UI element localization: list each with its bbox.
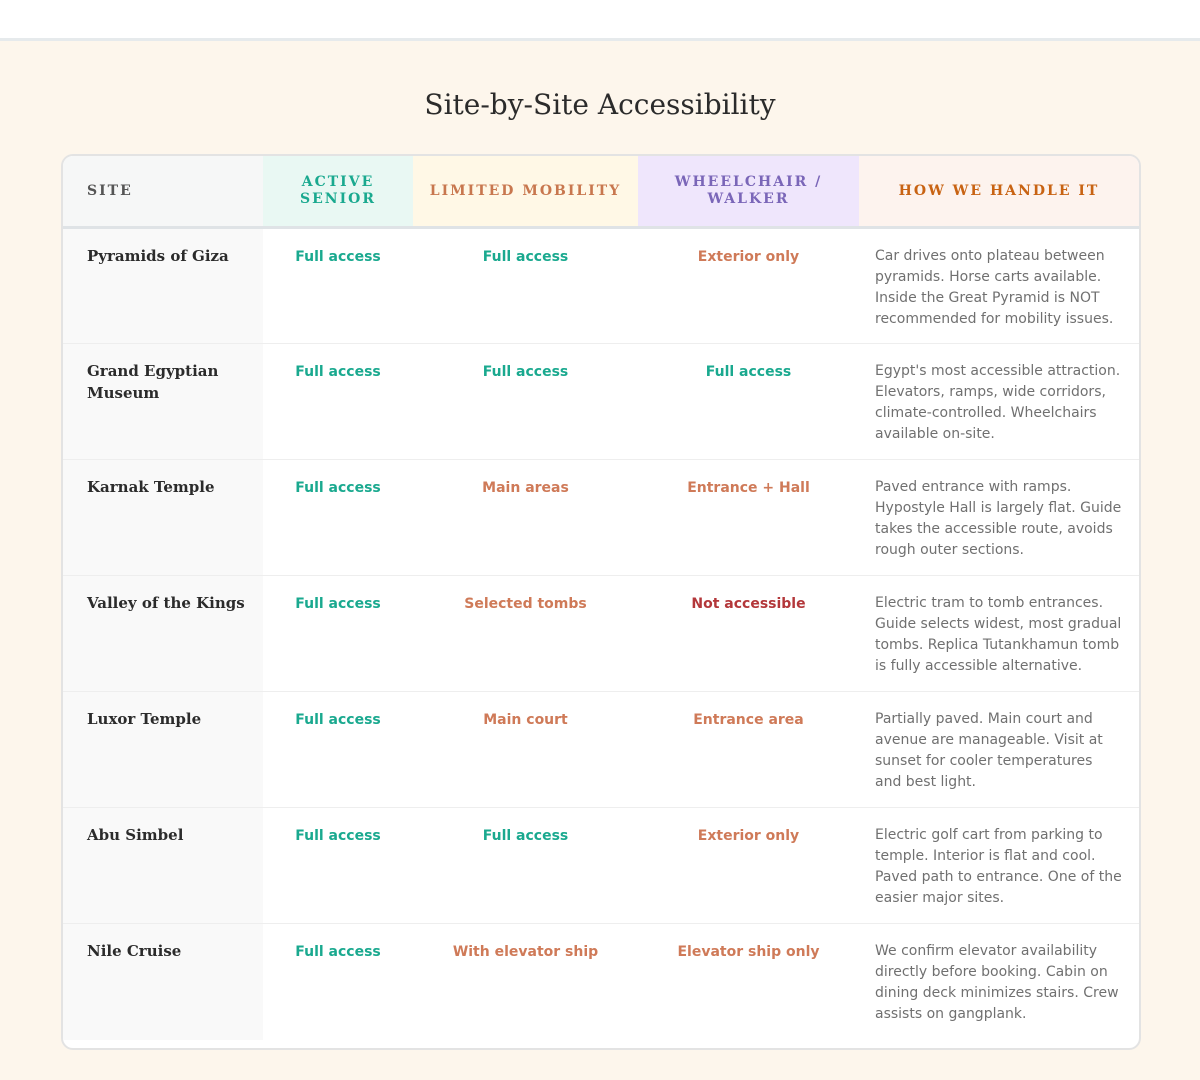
limited-mobility-access: Full access: [413, 228, 638, 344]
table-row: [63, 460, 1139, 576]
site-name: Karnak Temple: [63, 460, 263, 576]
header-active-senior: ACTIVE SENIOR: [263, 156, 413, 228]
site-name: Valley of the Kings: [63, 576, 263, 692]
limited-mobility-access: With elevator ship: [452, 944, 599, 960]
accessibility-table: [61, 154, 1141, 1050]
wheelchair-walker-access: Entrance + Hall: [638, 460, 859, 576]
active-senior-access: Full access: [263, 808, 413, 924]
table-row: [63, 344, 1139, 460]
header-limited-mobility: LIMITED MOBILITY: [413, 156, 638, 228]
handling-note: Car drives onto plateau between pyramids. Horse carts available. Inside the Great Pyramid is NOT recommended for mobility issues.: [859, 228, 1139, 344]
header-site: SITE: [63, 156, 263, 228]
wheelchair-walker-access: Full access: [638, 344, 859, 460]
table-row: [63, 808, 1139, 924]
active-senior-access: Full access: [263, 228, 413, 344]
handling-note: Egypt's most accessible attraction. Elevators, ramps, wide corridors, climate-controlled. Wheelchairs available on-site.: [859, 344, 1139, 460]
site-name: Nile Cruise: [63, 924, 263, 1040]
table-row: [63, 924, 1139, 1040]
wheelchair-walker-access: Not accessible: [638, 576, 859, 692]
table-header-row: [63, 156, 1139, 228]
active-senior-access: Full access: [263, 692, 413, 808]
wheelchair-walker-access: Elevator ship only: [677, 944, 820, 960]
limited-mobility-access: Main areas: [413, 460, 638, 576]
wheelchair-walker-access: Exterior only: [638, 228, 859, 344]
site-name: Pyramids of Giza: [63, 228, 263, 344]
handling-note: We confirm elevator availability directly before booking. Cabin on dining deck minimizes stairs. Crew assists on gangplank.: [875, 943, 1119, 1022]
wheelchair-walker-access: Entrance area: [638, 692, 859, 808]
header-how-we-handle-it: HOW WE HANDLE IT: [859, 156, 1139, 228]
site-name: Luxor Temple: [63, 692, 263, 808]
handling-note: Paved entrance with ramps. Hypostyle Hall is largely flat. Guide takes the accessible route, avoids rough outer sections.: [859, 460, 1139, 576]
site-name: Grand Egyptian Museum: [63, 344, 263, 460]
limited-mobility-access: Selected tombs: [413, 576, 638, 692]
accessibility-grid: [63, 156, 1139, 1040]
header-wheelchair-walker: WHEELCHAIR / WALKER: [638, 156, 859, 228]
active-senior-access: Full access: [263, 460, 413, 576]
site-name: Abu Simbel: [63, 808, 263, 924]
table-row: [63, 228, 1139, 344]
handling-note: Electric golf cart from parking to temple. Interior is flat and cool. Paved path to entrance. One of the easier major sites.: [859, 808, 1139, 924]
handling-note: Electric tram to tomb entrances. Guide selects widest, most gradual tombs. Replica Tutankhamun tomb is fully accessible alternative.: [859, 576, 1139, 692]
table-row: [63, 576, 1139, 692]
section-title: Site-by-Site Accessibility: [424, 88, 776, 121]
limited-mobility-access: Full access: [413, 344, 638, 460]
active-senior-access: Full access: [295, 944, 381, 960]
handling-note: Partially paved. Main court and avenue are manageable. Visit at sunset for cooler temperatures and best light.: [859, 692, 1139, 808]
top-bar: [0, 0, 1200, 41]
limited-mobility-access: Main court: [413, 692, 638, 808]
active-senior-access: Full access: [263, 576, 413, 692]
table-row: [63, 692, 1139, 808]
wheelchair-walker-access: Exterior only: [638, 808, 859, 924]
active-senior-access: Full access: [263, 344, 413, 460]
limited-mobility-access: Full access: [413, 808, 638, 924]
